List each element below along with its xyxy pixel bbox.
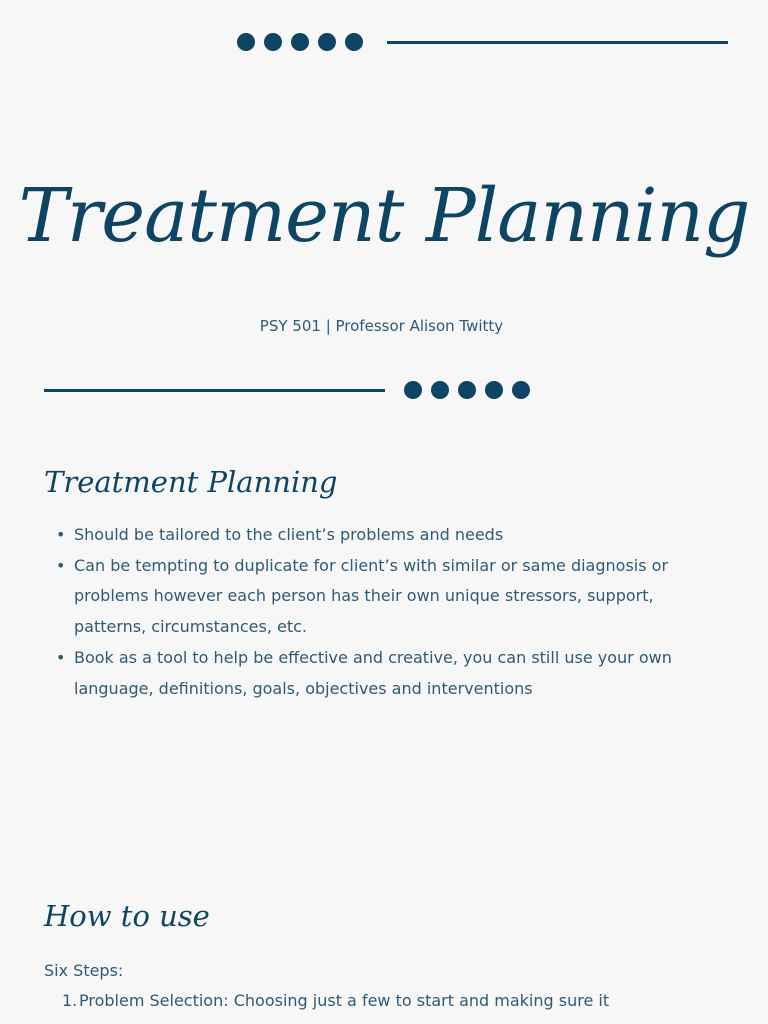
dot — [431, 381, 449, 399]
bottom-decoration — [44, 381, 530, 399]
dot — [318, 33, 336, 51]
steps-intro: Six Steps: — [44, 961, 124, 980]
dot — [512, 381, 530, 399]
dot — [237, 33, 255, 51]
course-subtitle: PSY 501 | Professor Alison Twitty — [259, 317, 504, 335]
horizontal-rule — [387, 41, 728, 44]
step-number: 1. — [62, 991, 78, 1010]
bullet-list — [44, 520, 724, 704]
bullet-icon: • — [56, 525, 66, 544]
list-item — [44, 520, 724, 551]
top-decoration — [237, 33, 728, 51]
horizontal-rule — [44, 389, 385, 392]
list-item-text: Problem Selection: Choosing just a few to start and making sure it — [79, 991, 610, 1010]
dot — [485, 381, 503, 399]
page-title: Treatment Planning — [18, 173, 750, 259]
section-heading-treatment-planning: Treatment Planning — [44, 465, 338, 499]
list-item-text: Can be tempting to duplicate for client’s with similar or same diagnosis or problems however each person has their own unique stressors, support, patterns, circumstances, etc. — [74, 555, 669, 637]
list-item-text: Should be tailored to the client’s problems and needs — [74, 525, 504, 544]
section-heading-how-to-use: How to use — [44, 899, 210, 933]
dot — [291, 33, 309, 51]
bullet-icon: • — [56, 555, 66, 575]
dot — [458, 381, 476, 399]
dot — [404, 381, 422, 399]
dot — [345, 33, 363, 51]
list-item-text: Book as a tool to help be effective and creative, you can still use your own language, definitions, goals, objectives and interventions — [74, 647, 672, 698]
dot — [264, 33, 282, 51]
list-item — [44, 551, 724, 643]
steps-list — [44, 986, 704, 1016]
bullet-icon: • — [56, 647, 66, 667]
dot-group — [237, 33, 363, 51]
dot-group — [404, 381, 530, 399]
list-item — [44, 643, 724, 704]
list-item — [44, 986, 704, 1016]
